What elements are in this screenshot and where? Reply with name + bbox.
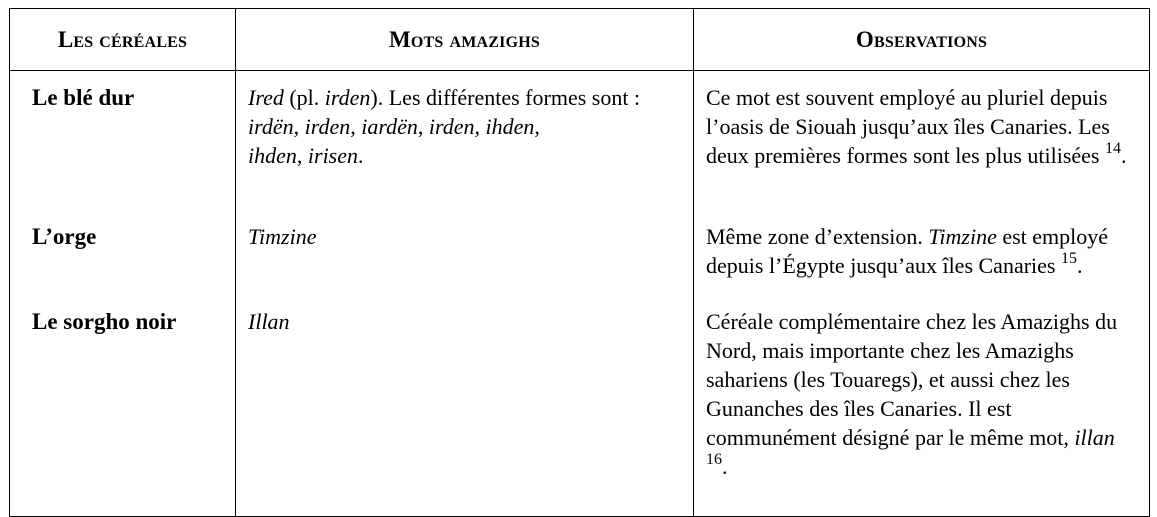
table-row	[10, 292, 1150, 517]
word: Timzine	[928, 223, 997, 249]
word: irden	[304, 114, 351, 139]
text: .	[1120, 143, 1127, 168]
amazigh-words	[236, 292, 694, 517]
observations-text	[694, 71, 1150, 208]
text: (pl.	[283, 85, 325, 110]
text: ). Les différentes formes sont :	[370, 85, 641, 110]
footnote-ref: 16	[706, 450, 722, 468]
word: illan	[1074, 424, 1115, 450]
text: .	[358, 143, 364, 168]
text: Céréale complémentaire chez les Amazighs du Nord, mais importante chez les Amazighs sahariens (les Touaregs), et aussi chez les Gunanches des îles Canaries. Il est communément désigné par le même mot,	[706, 308, 1118, 450]
text: ,	[293, 114, 305, 139]
footnote-ref: 14	[1104, 140, 1121, 157]
word: Timzine	[248, 223, 317, 249]
amazigh-words	[236, 208, 694, 292]
text: ,	[417, 114, 429, 139]
cereal-name: Le sorgho noir	[10, 292, 236, 517]
cereal-name: L’orge	[10, 208, 236, 292]
text: ,	[474, 114, 486, 139]
header-observations: Observations	[694, 9, 1150, 71]
header-row	[10, 9, 1150, 71]
word: ihden	[485, 114, 535, 139]
text: Ce mot est souvent employé au pluriel depuis l’oasis de Siouah jusqu’aux îles Canaries. Les deux premières formes sont les plus utilisées	[706, 85, 1110, 168]
word: irden	[428, 114, 475, 139]
amazigh-words	[236, 71, 694, 208]
text: est employé depuis l’Égypte jusqu’aux îles Canaries	[706, 223, 1109, 278]
word: iardën	[361, 114, 418, 139]
text: ,	[296, 143, 308, 168]
text: ,	[350, 114, 362, 139]
word: ihden	[248, 143, 297, 168]
footnote-ref: 15	[1060, 249, 1077, 267]
header-amazigh-words: Mots amazighs	[236, 9, 694, 71]
cereals-table	[9, 8, 1150, 517]
observations-text	[694, 208, 1150, 292]
header-cereals: Les céréales	[10, 9, 236, 71]
table-row	[10, 71, 1150, 208]
text: .	[722, 453, 728, 479]
word: Illan	[248, 308, 290, 334]
table-row	[10, 208, 1150, 292]
word: irisen	[307, 143, 359, 168]
word: irden	[324, 85, 371, 110]
observations-text	[694, 292, 1150, 517]
text: Même zone d’extension.	[706, 223, 929, 249]
cereal-name: Le blé dur	[10, 71, 236, 208]
word: irdën	[248, 114, 294, 139]
text: ,	[534, 114, 540, 139]
text: .	[1076, 252, 1083, 278]
word: Ired	[248, 85, 284, 110]
